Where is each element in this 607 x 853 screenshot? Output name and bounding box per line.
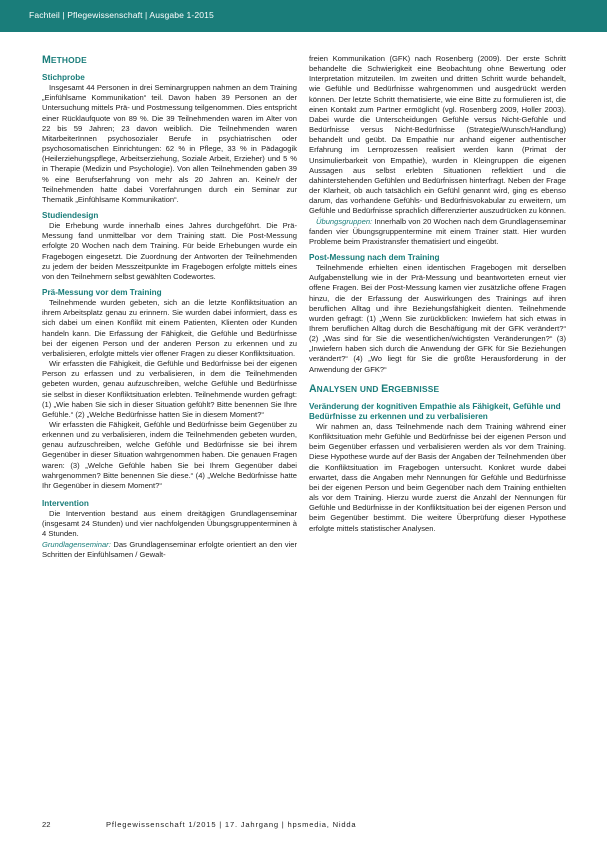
header-bar [0, 0, 607, 32]
paragraph-post-messung: Teilnehmende erhielten einen identischen Fragebogen mit derselben Aufgabenstellung wie in der Prä-Messung und beantworteten erneut vier offene Fragen. Bei der Post-Messung kamen vier zusätzliche offene Fragen hinzu, die der Erfassung der Auswirkungen des Trainings auf ihren beruflichen Alltag und ihre Beziehungsfähigkeit dienten. Teilnehmende wurden gefragt: (1) „Wenn Sie zurückblicken: Inwiefern hat sich etwas in Ihrem beruflichen Alltag durch die Beschäftigung mit der GFK verändert?“ (2) „Was sind für Sie die wesentlichen/wichtigsten Veränderungen?“ (3) „Inwiefern haben sich durch die Anwendung der GFK für Sie Beziehungen verändert?“ (4) „Wo liegt für Sie die größte Herausforderung in der Anwendung der GFK?“ [309, 263, 566, 374]
paragraph-intervention: Die Intervention bestand aus einem dreitägigen Grundlagenseminar (insgesamt 24 Stunden) und vier nachfolgenden Übungsgruppenterminen à 4 Stunden. [42, 509, 297, 539]
page-number: 22 [42, 820, 51, 829]
footer-journal-info: Pflegewissenschaft 1/2015 | 17. Jahrgang | hpsmedia, Nidda [106, 820, 357, 829]
subheading-stichprobe: Stichprobe [42, 73, 85, 82]
paragraph-pra-1: Teilnehmende wurden gebeten, sich an die letzte Konfliktsituation an ihrem Arbeitsplatz genau zu erinnern. Sie wurden dabei informiert, dass es sich dabei um einen Konflikt mit einem Patienten, Klienten oder Kunden handeln kann. Die Erfassung der Fähigkeit, die Gefühle und Bedürfnisse bei der eigenen Person und der anderen Person zu erkennen und zu verbalisieren, erfolgte mittels vier offener Fragen zu dieser Konfliktsituation. [42, 298, 297, 358]
paragraph-grundlagenseminar: Grundlagenseminar: Das Grundlagenseminar erfolgte orientiert an den vier Schritten der Einfühlsamen / Gewalt- [42, 539, 297, 559]
right-column [309, 54, 566, 534]
subheading-pra-messung: Prä-Messung vor dem Training [42, 288, 162, 297]
page-footer [0, 818, 607, 838]
paragraph-pra-2: Wir erfassten die Fähigkeit, die Gefühle und Bedürfnisse bei der eigenen Person zu erfassen und zu verbalisieren, in dem die Teilnehmenden gebeten wurden, genau aufzuschreiben, welche Gefühle und Bedürfnisse sie selbst in dieser Konfliktsituation erlebten. Teilnehmende wurden gefragt: (1) „Wie haben Sie sich in dieser Situation gefühlt? Bitte benennen Sie Ihre Gefühle.“ (2) „Welche Bedürfnisse hatten Sie in diesem Moment?“ [42, 359, 297, 419]
left-column [42, 54, 297, 560]
running-header: Fachteil | Pflegewissenschaft | Ausgabe 1-2015 [29, 10, 214, 20]
paragraph-gfk-continued: freien Kommunikation (GFK) nach Rosenberg (2009). Der erste Schritt behandelte die Schwierigkeit eine Beobachtung ohne Bewertung oder Interpretation mitzuteilen. Im zweiten und dritten Schritt wurde behandelt, wie Gefühle und Bedürfnisse wahrgenommen und ausgedrückt werden können. Der letzte Schritt thematisierte, wie eine Bitte zu formulieren ist, die einen Kontakt zum Partner ermöglicht (vgl. Rosenberg 2009, Holler 2003). Dabei wurde die Unterscheidungen Gefühle versus Nicht-Gefühle und Bedürfnisse versus Nicht-Bedürfnisse (Strategie/Wunsch/Handlung) behandelt und geübt. Da Empathie nur anhand eigener authentischer Erfahrung im Lernprozessen realisiert werden kann (Primat der Unsimulierbarkeit von Empathie), wurden in Kleingruppen die eigenen Aussagen aus selbst erlebten Situationen reflektiert und die dahinterstehenden Gefühlen und Bedürfnissen hinterfragt. Neben der Frage der Klarheit, ob auch tatsächlich ein Gefühl genannt wird, ging es ebenso darum, das vorhandene Gefühls- und Bedürfnisvokabular zu erweitern, um Gefühle und Bedürfnisse sprachlich differenzierter auszudrücken zu können. [309, 54, 566, 216]
paragraph-pra-3: Wir erfassten die Fähigkeit, Gefühle und Bedürfnisse beim Gegenüber zu erkennen und zu verbalisieren, indem die Teilnehmenden gebeten wurden, genau aufzuschreiben, welche Gefühle und Bedürfnisse sie bei ihrem Gegenüber in dieser Situation wahrgenommen haben. Die genauen Fragen waren: (3) „Welche Gefühle haben Sie bei Ihrem Gegenüber dabei wahrgenommen? Bitte benennen Sie diese.“ (4) „Welche Bedürfnisse hatte Ihr Gegenüber in diesem Moment?“ [42, 419, 297, 490]
paragraph-veraenderung: Wir nahmen an, dass Teilnehmende nach dem Training während einer Konfliktsituation mehr Gefühle und Bedürfnisse bei der eigenen Person und beim Gegenüber erfassen und verbalisieren werden als vor dem Training. Diese Hypothese wurde auf der Basis der Angaben der Teilnehmenden über die Konfliktsituation im Fragebogen untersucht. Konkret wurde dabei erwartet, dass die Angaben mehr Nennungen für Gefühle und Bedürfnisse bei der eigenen Person und beim Gegenüber nach dem Training enthielten als vor dem Training. Hierzu wurde zuerst die Anzahl der Nennungen für Gefühle und Bedürfnisse in der Konfliktsituation bei der eigenen Person und beim Gegenüber bestimmt. Die weitere Überprüfung dieser Hypothese erfolgte mittels statistischer Analysen. [309, 421, 566, 533]
keyword-uebungsgruppen: Übungsgruppen: [316, 216, 373, 226]
paragraph-stichprobe: Insgesamt 44 Personen in drei Seminargruppen nahmen an dem Training „Einfühlsame Kommunikation“ teil. Davon haben 39 Personen an der Untersuchung mittels Prä- und Postmessung teilgenommen. Dies entspricht einer Rücklaufquote von 89 %. Die 39 Teilnehmenden waren im Alter von 22 bis 59 Jahren; 23 davon weiblich. Die Teilnehmenden waren MitarbeiterInnen psychosozialer Berufe in psychiatrischen oder psychosomatischen Einrichtungen: 62 % in Pflege, 33 % in Pädagogik (Heilerziehungspflege, Arbeitserziehung, Soziale Arbeit, Erzieher) und 5 % in Therapie (Medizin und Psychologie). Von allen Teilnehmenden gaben 39 % eine Berufserfahrung von mehr als 20 Jahren an. Keine/r der Teilnehmenden hatte dabei Vorerfahrungen durch ein Seminar zur Thematik „Einfühlsame Kommunikation“. [42, 83, 297, 204]
subheading-intervention: Intervention [42, 499, 89, 509]
paragraph-studiendesign: Die Erhebung wurde innerhalb eines Jahres durchgeführt. Die Prä-Messung fand unmittelbar vor dem Training statt. Die Post-Messung erfolgte 20 Wochen nach dem Training. Für beide Erhebungen wurde ein Fragebogen eingesetzt. Die Zuordnung der Antworten der Teilnehmenden zu jedem der beiden Messzeitpunkte im Fragebogen erfolgte mittels eines von den Teilnehmern selbst gewählten Codewortes. [42, 221, 297, 281]
subheading-veraenderung: Veränderung der kognitiven Empathie als Fähigkeit, Gefühle und Bedürfnisse zu erkennen und zu verbalisieren [309, 401, 561, 421]
section-title-analysen: ANALYSEN UND ERGEBNISSE [309, 382, 440, 395]
paragraph-uebungsgruppen: Übungsgruppen: Innerhalb von 20 Wochen nach dem Grundlagenseminar fanden vier Übungsgruppentermine mit einem Trainer statt. Hier wurden Probleme beim Praxistransfer thematisiert und eingeübt. [309, 216, 566, 246]
keyword-grundlagenseminar: Grundlagenseminar: [42, 539, 111, 549]
section-title-methode: METHODE [42, 54, 87, 66]
subheading-post-messung: Post-Messung nach dem Training [309, 252, 440, 262]
subheading-studiendesign: Studiendesign [42, 210, 99, 220]
